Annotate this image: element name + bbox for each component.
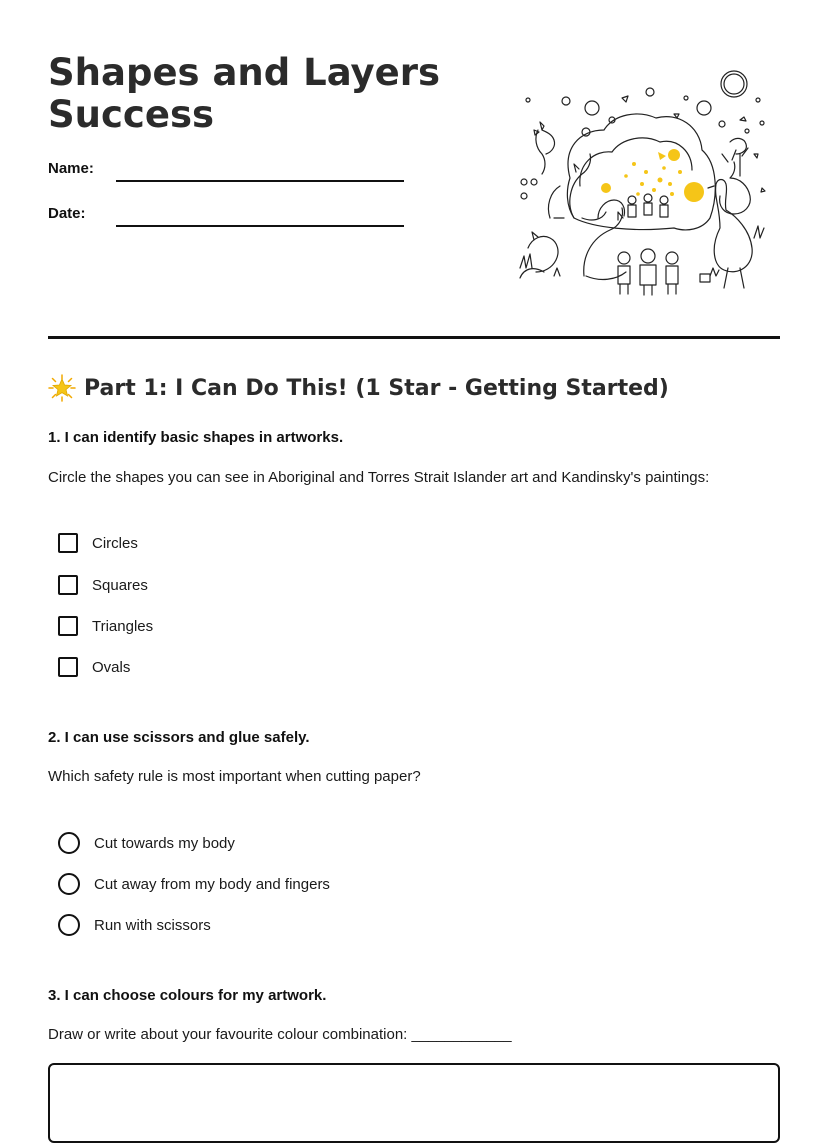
checkbox[interactable] [58,533,78,553]
question-3-title: 3. I can choose colours for my artwork. [48,987,327,1004]
checkbox-label: Circles [92,534,138,552]
radio-label: Cut towards my body [94,834,235,852]
checkbox-label: Ovals [92,658,131,676]
radio-button[interactable] [58,914,80,936]
date-label: Date: [48,205,86,222]
question-2-title: 2. I can use scissors and glue safely. [48,729,310,746]
checkbox-option-triangles[interactable] [58,616,153,636]
radio-option-run-with-scissors[interactable] [58,914,211,936]
answer-drawing-box[interactable] [48,1063,780,1143]
question-2-prompt: Which safety rule is most important when cutting paper? [48,768,421,785]
checkbox[interactable] [58,616,78,636]
checkbox-option-circles[interactable] [58,533,138,553]
part-1-heading [48,374,669,402]
cave-animals-illustration [514,68,776,304]
question-1-title: 1. I can identify basic shapes in artworks. [48,429,344,446]
checkbox-label: Squares [92,576,148,594]
checkbox[interactable] [58,575,78,595]
checkbox-option-ovals[interactable] [58,657,130,677]
date-field-line[interactable] [116,225,404,227]
question-3-prompt: Draw or write about your favourite colour combination: ____________ [48,1026,512,1043]
name-field-line[interactable] [116,180,404,182]
page-title: Shapes and Layers Success [48,51,441,136]
checkbox-label: Triangles [92,617,154,635]
radio-option-towards-body[interactable] [58,832,235,854]
radio-label: Run with scissors [94,916,211,934]
checkbox[interactable] [58,657,78,677]
part-1-title: Part 1: I Can Do This! (1 Star - Getting Started) [84,375,669,401]
name-label: Name: [48,160,94,177]
radio-label: Cut away from my body and fingers [94,875,330,893]
radio-option-away-from-body[interactable] [58,873,330,895]
section-divider [48,336,780,339]
radio-button[interactable] [58,832,80,854]
question-1-prompt: Circle the shapes you can see in Aboriginal and Torres Strait Islander art and Kandinsky's paintings: [48,469,710,486]
star-icon [48,374,76,402]
radio-button[interactable] [58,873,80,895]
checkbox-option-squares[interactable] [58,575,148,595]
